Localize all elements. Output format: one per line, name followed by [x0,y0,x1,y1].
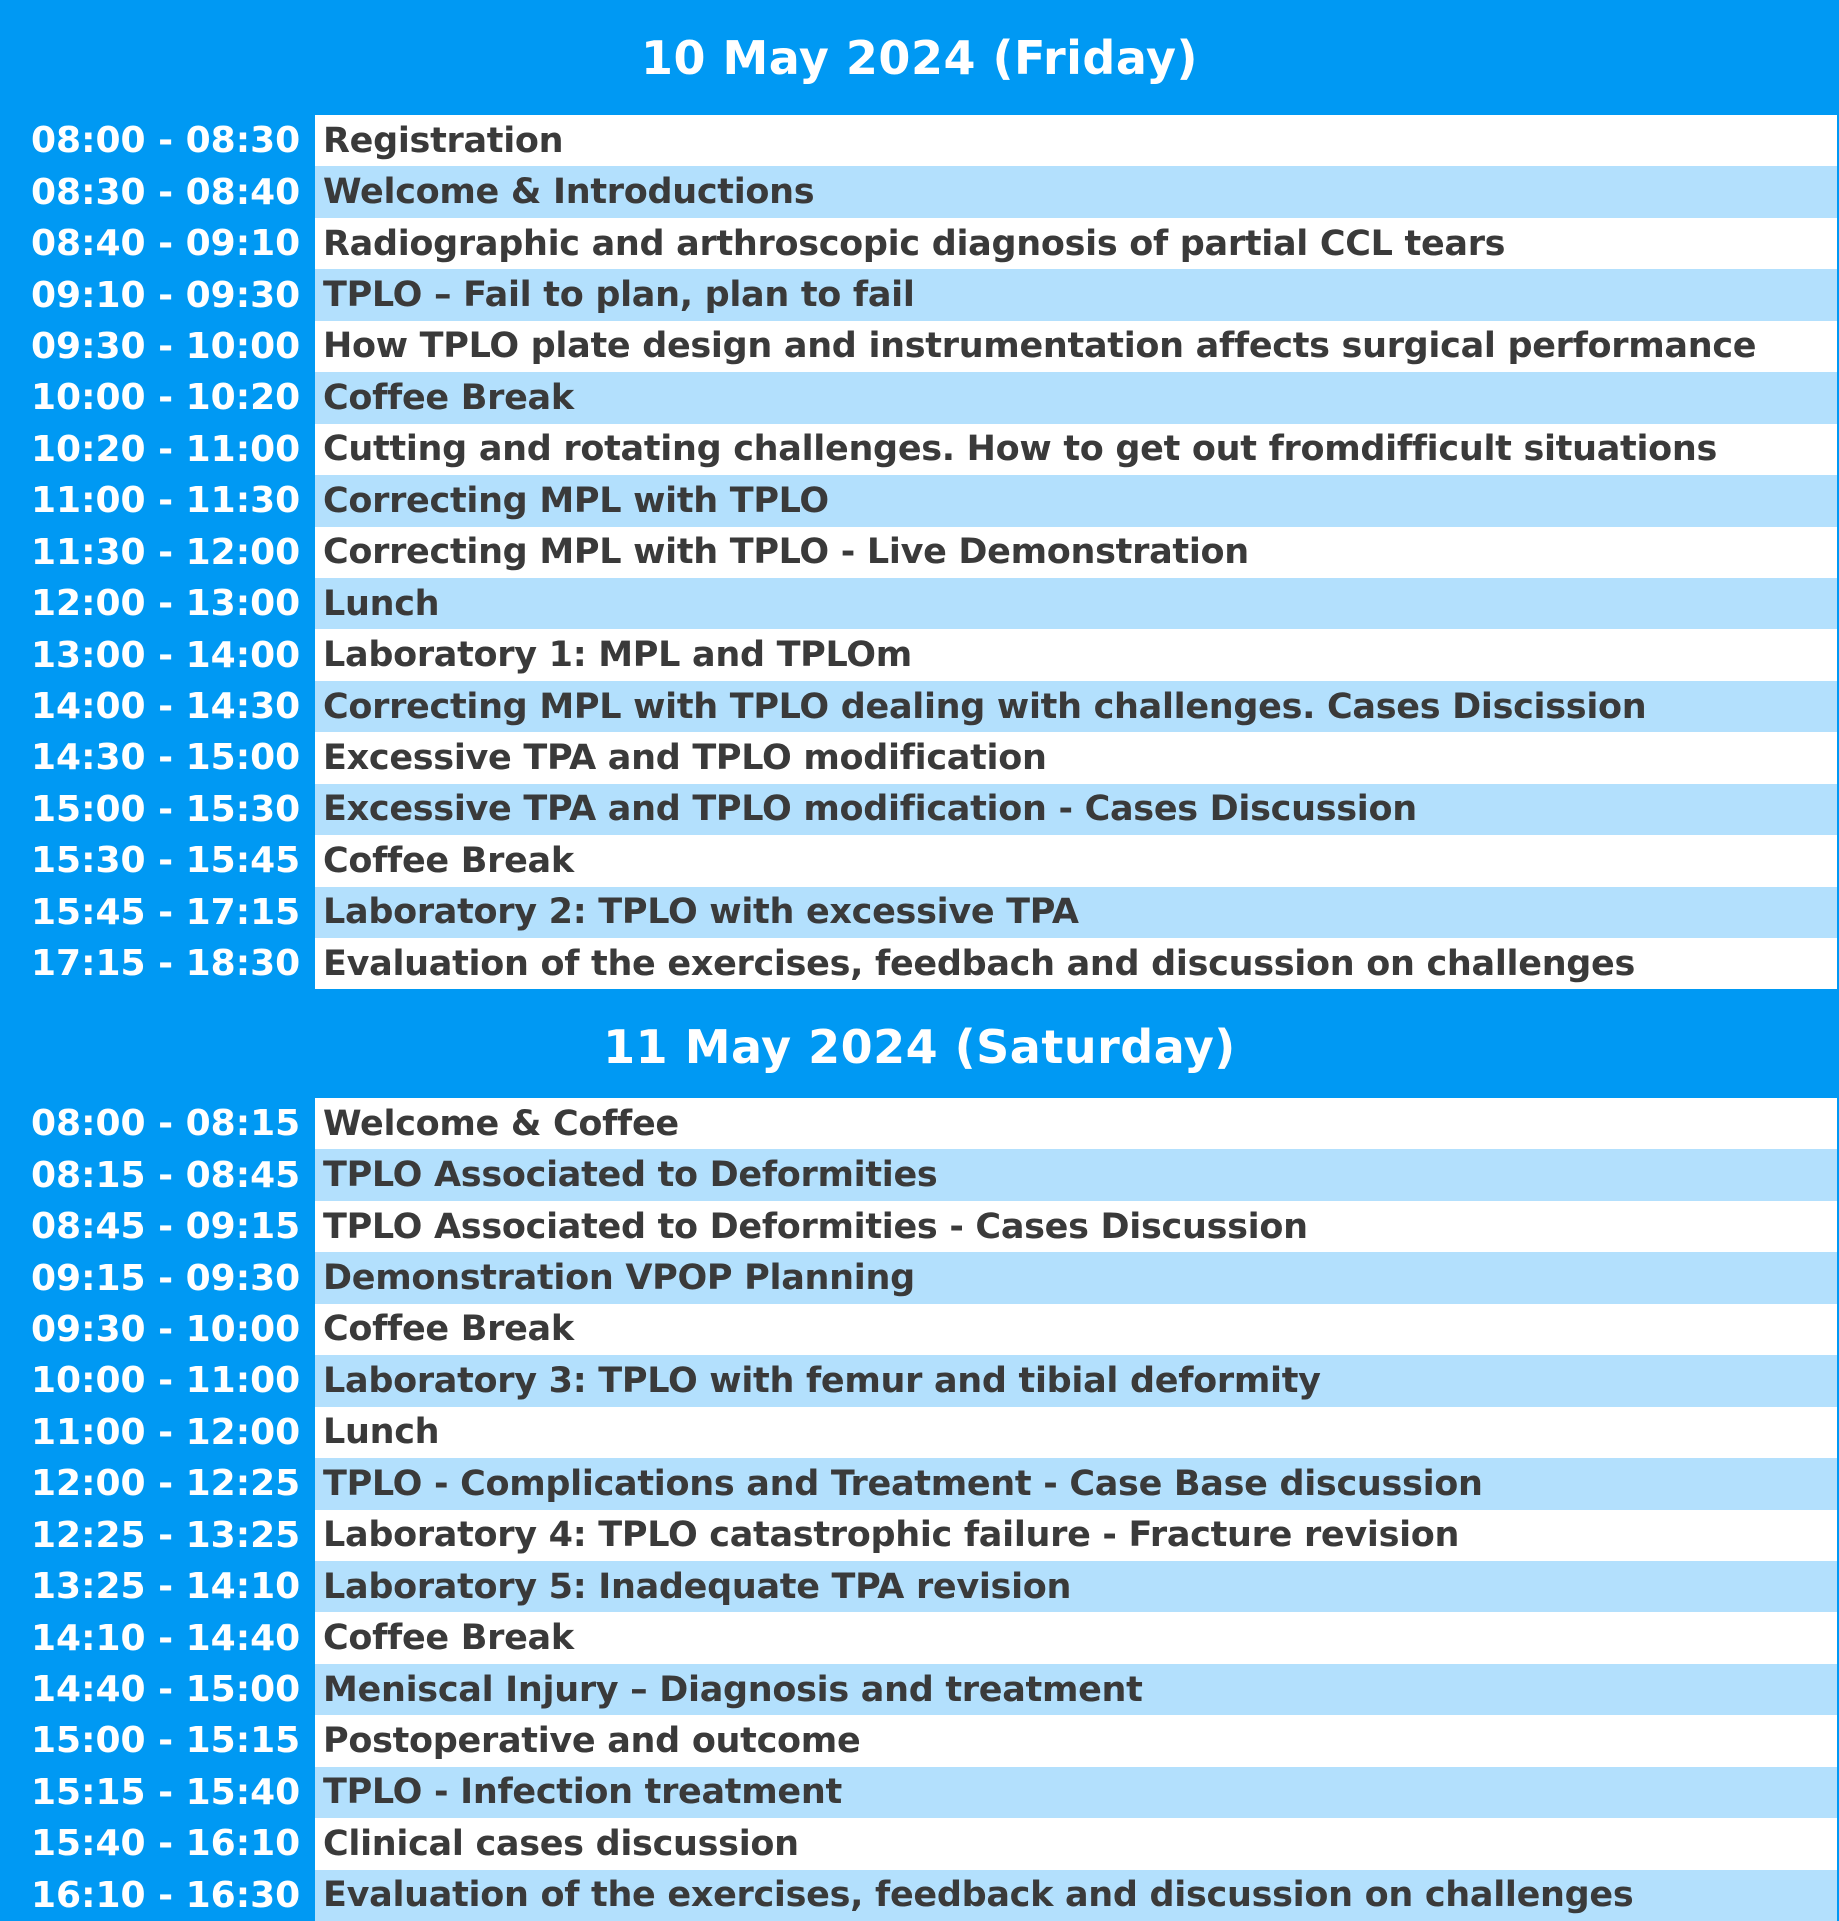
session-title: Evaluation of the exercises, feedback and discussion on challenges [315,1870,1837,1921]
session-title: Coffee Break [315,1304,1837,1355]
session-title: Laboratory 1: MPL and TPLOm [315,629,1837,680]
session-title: Registration [315,115,1837,166]
time-slot: 11:30 - 12:00 [31,531,301,573]
schedule-row [0,1767,1839,1818]
session-title: Laboratory 5: Inadequate TPA revision [315,1561,1837,1612]
time-slot: 15:45 - 17:15 [31,891,301,933]
schedule-row [0,732,1839,783]
time-slot: 08:15 - 08:45 [31,1154,301,1196]
schedule-row [0,321,1839,372]
session-title: Laboratory 2: TPLO with excessive TPA [315,887,1837,938]
time-slot: 14:00 - 14:30 [31,686,301,728]
time-slot: 15:40 - 16:10 [31,1823,301,1865]
day-1-schedule [0,115,1839,989]
session-title: TPLO - Complications and Treatment - Case Base discussion [315,1458,1837,1509]
session-title: Laboratory 4: TPLO catastrophic failure - Fracture revision [315,1510,1837,1561]
time-slot: 11:00 - 11:30 [31,480,301,522]
time-slot: 08:00 - 08:15 [31,1103,301,1145]
time-slot: 08:30 - 08:40 [31,171,301,213]
day-2-schedule [0,1098,1839,1921]
schedule-row [0,1252,1839,1303]
time-slot: 14:40 - 15:00 [31,1669,301,1711]
time-slot: 16:10 - 16:30 [31,1874,301,1916]
time-slot: 08:00 - 08:30 [31,120,301,162]
session-title: Correcting MPL with TPLO dealing with challenges. Cases Discission [315,681,1837,732]
session-title: TPLO – Fail to plan, plan to fail [315,269,1837,320]
schedule-row [0,1664,1839,1715]
time-slot: 12:00 - 12:25 [31,1463,301,1505]
session-title: Welcome & Coffee [315,1098,1837,1149]
schedule-row [0,1355,1839,1406]
time-slot: 09:30 - 10:00 [31,1308,301,1350]
session-title: Excessive TPA and TPLO modification - Cases Discussion [315,784,1837,835]
time-slot: 15:15 - 15:40 [31,1771,301,1813]
session-title: Lunch [315,578,1837,629]
session-title: Excessive TPA and TPLO modification [315,732,1837,783]
schedule-row [0,1201,1839,1252]
schedule-row [0,372,1839,423]
time-slot: 10:00 - 11:00 [31,1360,301,1402]
session-title: Evaluation of the exercises, feedbach and discussion on challenges [315,938,1837,989]
session-title: Postoperative and outcome [315,1715,1837,1766]
session-title: TPLO Associated to Deformities - Cases Discussion [315,1201,1837,1252]
schedule-row [0,1458,1839,1509]
session-title: Laboratory 3: TPLO with femur and tibial deformity [315,1355,1837,1406]
time-slot: 13:00 - 14:00 [31,634,301,676]
session-title: Radiographic and arthroscopic diagnosis of partial CCL tears [315,218,1837,269]
schedule-row [0,578,1839,629]
time-slot: 12:00 - 13:00 [31,583,301,625]
time-slot: 10:20 - 11:00 [31,428,301,470]
session-title: Correcting MPL with TPLO - Live Demonstration [315,527,1837,578]
session-title: Demonstration VPOP Planning [315,1252,1837,1303]
session-title: Meniscal Injury – Diagnosis and treatment [315,1664,1837,1715]
time-slot: 08:40 - 09:10 [31,223,301,265]
time-slot: 17:15 - 18:30 [31,943,301,985]
schedule-row [0,629,1839,680]
time-slot: 14:30 - 15:00 [31,737,301,779]
schedule-row [0,1304,1839,1355]
session-title: TPLO - Infection treatment [315,1767,1837,1818]
session-title: Cutting and rotating challenges. How to get out fromdifficult situations [315,424,1837,475]
schedule-row [0,784,1839,835]
session-title: Clinical cases discussion [315,1818,1837,1869]
session-title: Coffee Break [315,835,1837,886]
time-slot: 08:45 - 09:15 [31,1206,301,1248]
schedule-row [0,115,1839,166]
time-slot: 14:10 - 14:40 [31,1617,301,1659]
session-title: Lunch [315,1407,1837,1458]
time-slot: 13:25 - 14:10 [31,1566,301,1608]
schedule-row [0,1407,1839,1458]
schedule-row [0,835,1839,886]
schedule-row [0,218,1839,269]
schedule-row [0,1149,1839,1200]
day-2-header: 11 May 2024 (Saturday) [603,1019,1236,1074]
time-slot: 09:15 - 09:30 [31,1257,301,1299]
time-slot: 10:00 - 10:20 [31,377,301,419]
time-slot: 09:10 - 09:30 [31,274,301,316]
time-slot: 11:00 - 12:00 [31,1411,301,1453]
schedule-row [0,1818,1839,1869]
session-title: TPLO Associated to Deformities [315,1149,1837,1200]
session-title: Coffee Break [315,1612,1837,1663]
schedule-row [0,1510,1839,1561]
schedule-row [0,1098,1839,1149]
session-title: Welcome & Introductions [315,166,1837,217]
schedule-row [0,1612,1839,1663]
time-slot: 15:30 - 15:45 [31,840,301,882]
time-slot: 15:00 - 15:30 [31,788,301,830]
time-slot: 09:30 - 10:00 [31,325,301,367]
schedule-row [0,681,1839,732]
time-slot: 12:25 - 13:25 [31,1514,301,1556]
schedule-row [0,1870,1839,1921]
schedule-row [0,1561,1839,1612]
session-title: How TPLO plate design and instrumentation affects surgical performance [315,321,1837,372]
time-slot: 15:00 - 15:15 [31,1720,301,1762]
session-title: Coffee Break [315,372,1837,423]
day-1-header: 10 May 2024 (Friday) [641,30,1198,85]
schedule-row [0,166,1839,217]
schedule-row [0,1715,1839,1766]
schedule-row [0,424,1839,475]
session-title: Correcting MPL with TPLO [315,475,1837,526]
schedule-row [0,269,1839,320]
schedule-row [0,475,1839,526]
schedule-row [0,938,1839,989]
schedule-row [0,887,1839,938]
schedule-row [0,527,1839,578]
